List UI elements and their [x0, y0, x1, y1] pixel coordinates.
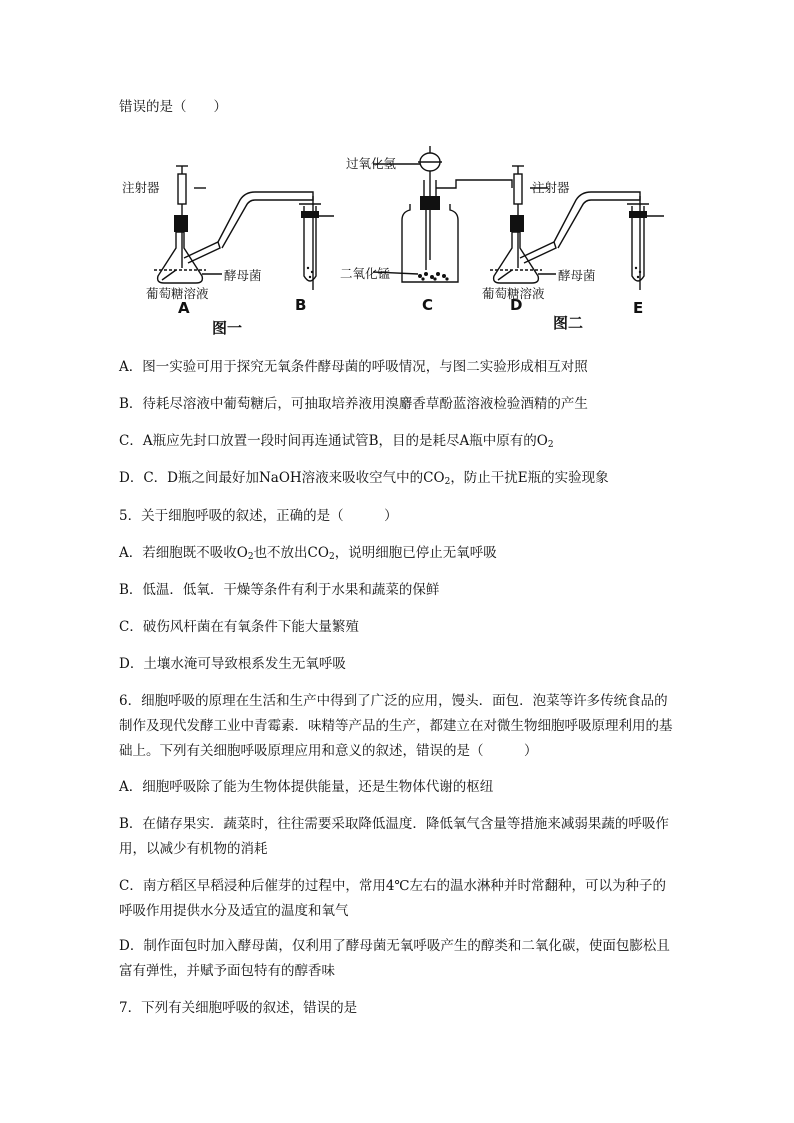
syringe-left [178, 174, 186, 204]
label-yeast-right: 酵母菌 [558, 268, 596, 283]
question-intro: 错误的是（ ） [119, 99, 227, 115]
label-peroxide: 过氧化氢 [346, 156, 397, 171]
label-syringe-left: 注射器 [122, 180, 160, 195]
q6-stem: 6．细胞呼吸的原理在生活和生产中得到了广泛的应用，馒头．面包．泡菜等许多传统食品的制作及现代发酵工业中青霉素．味精等产品的生产，都建立在对微生物细胞呼吸原理利用的基础上。下列有关细胞呼吸原理应用和意义的叙述，错误的是（ ） [119, 693, 673, 759]
q6-option-c: C．南方稻区早稻浸种后催芽的过程中，常用4℃左右的温水淋种并时常翻种，可以为种子的呼吸作用提供水分及适宜的温度和氧气 [119, 878, 667, 919]
q5-stem: 5．关于细胞呼吸的叙述，正确的是（ ） [119, 508, 398, 524]
caption-figure-2: 图二 [553, 314, 584, 332]
letter-c: C [422, 296, 434, 314]
label-syringe-right: 注射器 [532, 180, 570, 195]
q4-option-b: B．待耗尽溶液中葡萄糖后，可抽取培养液用溴麝香草酚蓝溶液检验酒精的产生 [119, 396, 588, 412]
flask-a [158, 232, 203, 283]
q6-option-d: D．制作面包时加入酵母菌，仅利用了酵母菌无氧呼吸产生的醇类和二氧化碳，使面包膨松且富有弹性，并赋予面包特有的醇香味 [119, 938, 670, 979]
q6-option-b: B．在储存果实．蔬菜时，往往需要采取降低温度．降低氧气含量等措施来减弱果蔬的呼吸作用，以减少有机物的消耗 [119, 816, 669, 857]
label-glucose-right: 葡萄糖溶液 [482, 286, 545, 301]
label-mno2: 二氧化锰 [340, 266, 391, 281]
q4-option-c: C．A瓶应先封口放置一段时间再连通试管B，目的是耗尽A瓶中原有的$O_2$ [119, 433, 554, 450]
letter-d: D [510, 296, 523, 314]
q6-option-a: A．细胞呼吸除了能为生物体提供能量，还是生物体代谢的枢纽 [119, 779, 494, 795]
q4-option-a: A．图一实验可用于探究无氧条件酵母菌的呼吸情况，与图二实验形成相互对照 [119, 359, 588, 375]
q5-option-a: A．若细胞既不吸收$O_2$也不放出$CO_2$，说明细胞已停止无氧呼吸 [119, 545, 497, 562]
q5-option-b: B．低温．低氧．干燥等条件有利于水果和蔬菜的保鲜 [119, 582, 440, 598]
syringe-right [514, 174, 522, 204]
q4-option-d: D．C．D瓶之间最好加NaOH溶液来吸收空气中的$CO_2$，防止干扰E瓶的实验现象 [119, 470, 609, 487]
q5-option-c: C．破伤风杆菌在有氧条件下能大量繁殖 [119, 619, 359, 635]
q7-stem: 7．下列有关细胞呼吸的叙述，错误的是 [119, 1000, 358, 1016]
caption-figure-1: 图一 [212, 319, 243, 337]
letter-b: B [295, 296, 307, 314]
label-glucose-left: 葡萄糖溶液 [146, 286, 209, 301]
letter-a: A [178, 299, 190, 317]
experiment-diagram [118, 140, 678, 345]
flask-d [494, 232, 539, 283]
q5-option-d: D．土壤水淹可导致根系发生无氧呼吸 [119, 656, 346, 672]
letter-e: E [633, 299, 644, 317]
label-yeast-left: 酵母菌 [224, 268, 262, 283]
